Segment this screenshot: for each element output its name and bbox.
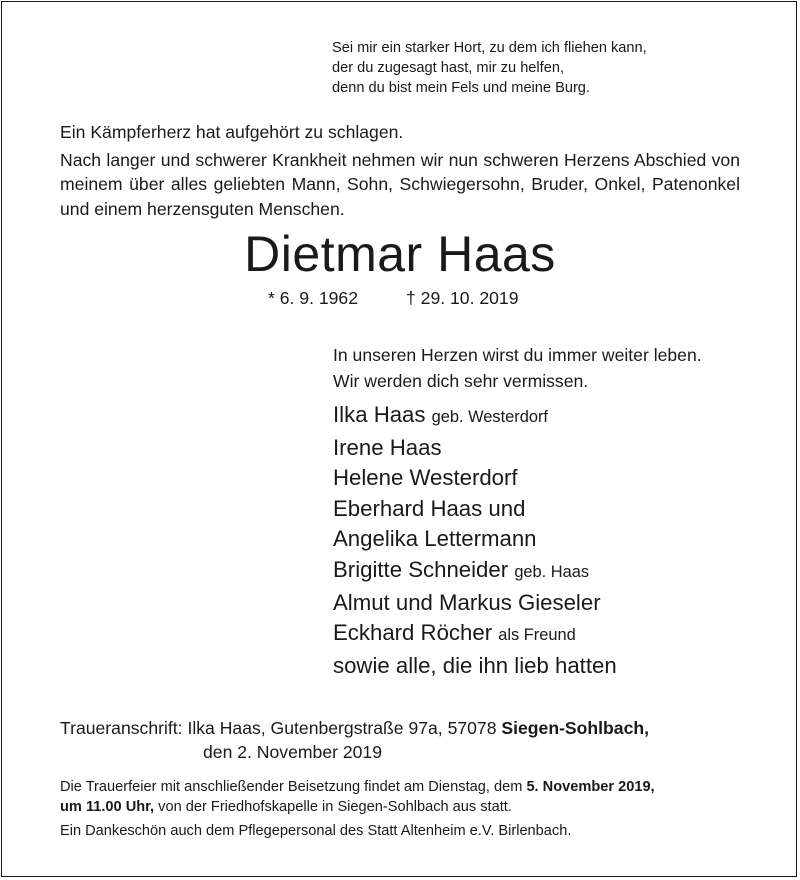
verse-line: Sei mir ein starker Hort, zu dem ich fliehen kann, [332, 40, 647, 56]
address-label: Traueranschrift: [60, 718, 183, 738]
funeral-date: 5. November 2019, [526, 779, 655, 795]
mourner-row [333, 524, 617, 555]
mourner-name: sowie alle, die ihn lieb hatten [333, 652, 617, 678]
funeral-line [60, 777, 655, 797]
mourner-name: Irene Haas [333, 434, 442, 460]
thanks-note: Ein Dankeschön auch dem Pflegepersonal des Statt Altenheim e.V. Birlenbach. [60, 823, 572, 839]
mourner-name: Ilka Haas [333, 402, 426, 427]
funeral-line [60, 797, 655, 817]
mourner-row [333, 463, 617, 494]
verse-line: denn du bist mein Fels und meine Burg. [332, 80, 590, 96]
mourner-note: geb. Haas [514, 562, 590, 581]
intro-body: Nach langer und schwerer Krankheit nehmen wir nun schweren Herzens Abschied von meinem über alles geliebten Mann, Sohn, Schwiegersohn, Bruder, Onkel, Patenonkel und einem herzensguten Menschen. [60, 149, 740, 219]
mourning-address [60, 716, 649, 764]
mourner-note: geb. Westerdorf [431, 408, 548, 426]
funeral-notice [60, 777, 655, 817]
motto-line: Wir werden dich sehr vermissen. [333, 371, 589, 391]
mourner-name: Brigitte Schneider [333, 556, 509, 582]
mourner-name: Almut und Markus Gieseler [333, 589, 601, 615]
address-city: Siegen-Sohlbach, [501, 718, 650, 738]
mourner-name: Eberhard Haas und [333, 495, 526, 521]
intro-text [60, 120, 740, 221]
mourner-name: Angelika Lettermann [333, 526, 537, 552]
mourner-row [333, 651, 617, 682]
mourner-name: Helene Westerdorf [333, 465, 518, 491]
intro-first-line: Ein Kämpferherz hat aufgehört zu schlagen. [60, 122, 404, 142]
bible-verse [332, 38, 647, 98]
funeral-time: um 11.00 Uhr, [60, 799, 155, 815]
mourner-row [333, 494, 617, 525]
mourner-name: Eckhard Röcher [333, 620, 493, 646]
death-date: † 29. 10. 2019 [406, 288, 519, 308]
funeral-location: von der Friedhofskapelle in Siegen-Sohlbach aus statt. [158, 799, 512, 815]
mourner-note: als Freund [498, 626, 576, 645]
verse-line: der du zugesagt hast, mir zu helfen, [332, 60, 565, 76]
funeral-text: Die Trauerfeier mit anschließender Beisetzung findet am Dienstag, dem [60, 779, 523, 795]
mourner-row [333, 400, 617, 433]
address-street: Ilka Haas, Gutenbergstraße 97a, 57078 [187, 718, 497, 738]
birth-date: * 6. 9. 1962 [268, 288, 358, 308]
mourner-row [333, 555, 617, 588]
mourner-row [333, 433, 617, 464]
address-date: den 2. November 2019 [203, 742, 382, 762]
motto-line: In unseren Herzen wirst du immer weiter leben. [333, 345, 702, 365]
farewell-motto [333, 342, 702, 394]
mourner-row [333, 588, 617, 619]
mourners-list [333, 400, 617, 681]
deceased-name: Dietmar Haas [244, 226, 556, 282]
address-line [60, 716, 649, 740]
mourner-row [333, 618, 617, 651]
